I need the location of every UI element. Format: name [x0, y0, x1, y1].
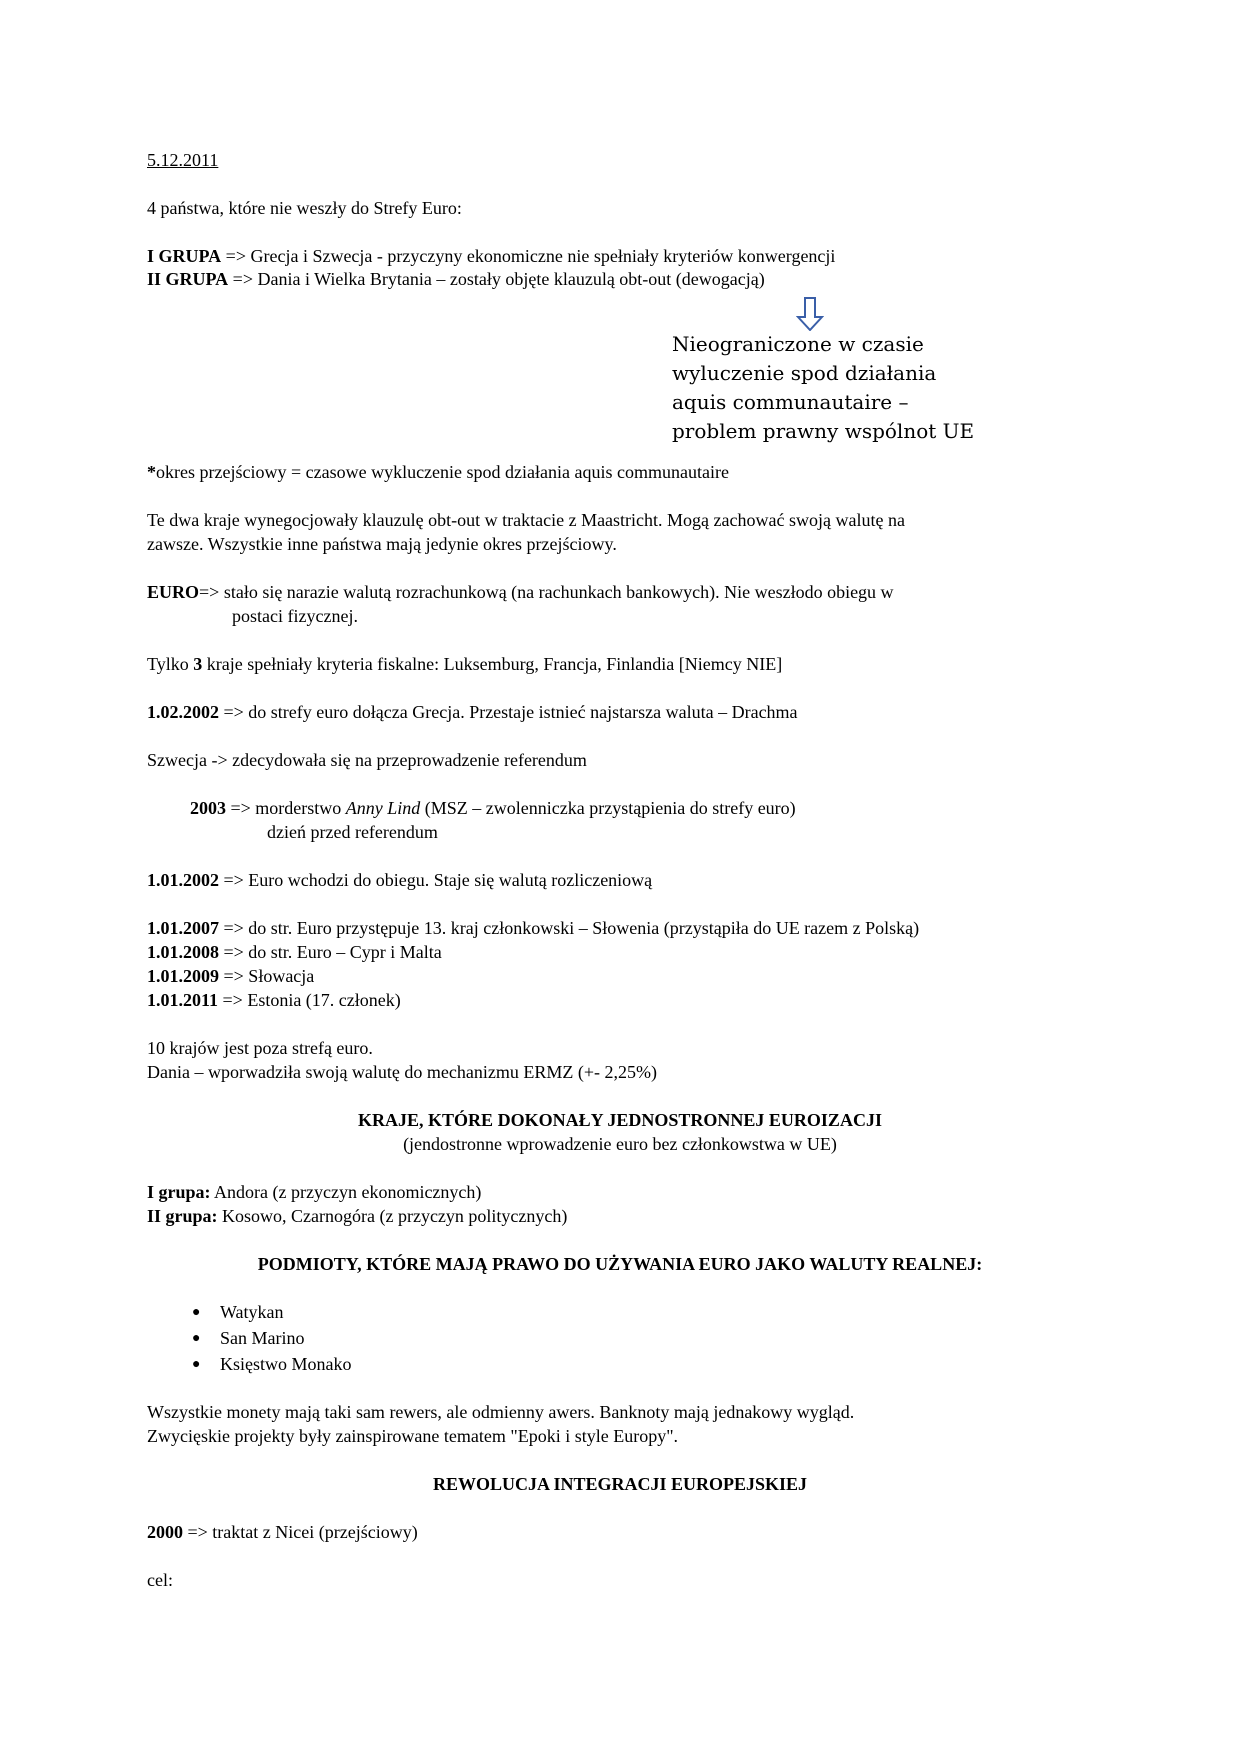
down-arrow-icon [796, 297, 824, 331]
nice-line [147, 1521, 418, 1543]
bullet-icon: ● [192, 1357, 201, 1372]
nice-text: => traktat z Nicei (przejściowy) [183, 1522, 418, 1542]
greece-date: 1.02.2002 [147, 702, 219, 722]
timeline-text: => Estonia (17. członek) [218, 990, 401, 1010]
transition-line [147, 461, 729, 483]
euroization-text: Andora (z przyczyn ekonomicznych) [210, 1182, 482, 1202]
bullet-icon: ● [192, 1305, 201, 1320]
timeline-text: => do str. Euro – Cypr i Malta [219, 942, 442, 962]
intro-line: 4 państwa, które nie weszły do Strefy Euro: [147, 198, 462, 218]
euro-label: EURO [147, 582, 200, 602]
circulation-line [147, 869, 652, 891]
bullet-icon: ● [192, 1331, 201, 1346]
maastricht-line: zawsze. Wszystkie inne państwa mają jedynie okres przejściowy. [147, 534, 617, 554]
sweden-line: Szwecja -> zdecydowała się na przeprowadzenie referendum [147, 750, 587, 770]
euroization-label: I grupa: [147, 1182, 211, 1202]
entity-list-item: Watykan [220, 1302, 284, 1322]
timeline-text: => do str. Euro przystępuje 13. kraj członkowski – Słowenia (przystąpiła do UE razem z Polską) [219, 918, 920, 938]
timeline-date: 1.01.2007 [147, 918, 219, 938]
date: 5.12.2011 [147, 150, 219, 170]
circulation-date: 1.01.2002 [147, 870, 219, 890]
entity-list-item: Księstwo Monako [220, 1354, 352, 1374]
timeline-date: 1.01.2011 [147, 990, 219, 1010]
euroization-label: II grupa: [147, 1206, 218, 1226]
transition-text: okres przejściowy = czasowe wykluczenie spod działania aquis communautaire [156, 462, 729, 482]
group2-arrow: => [228, 269, 258, 289]
murder-line-continued: dzień przed referendum [267, 822, 438, 842]
group1-arrow: => [221, 246, 251, 266]
transition-asterisk: * [147, 462, 156, 482]
euroization-line [147, 1205, 567, 1227]
nice-year: 2000 [147, 1522, 183, 1542]
goal-line: cel: [147, 1570, 173, 1590]
outside-line: Dania – wporwadziła swoją walutę do mechanizmu ERMZ (+- 2,25%) [147, 1062, 658, 1082]
group2-text: Dania i Wielka Brytania – zostały objęte klauzulą obt-out (dewogacją) [257, 269, 765, 289]
timeline-line [147, 917, 919, 939]
fiscal-text: kraje spełniały kryteria fiskalne: Luksemburg, Francja, Finlandia [Niemcy NIE] [202, 654, 783, 674]
murder-name: Anny Lind [345, 798, 421, 818]
euro-line [147, 581, 894, 603]
euroization-line [147, 1181, 481, 1203]
greece-line [147, 701, 798, 723]
euroization-text: Kosowo, Czarnogóra (z przyczyn politycznych) [217, 1206, 568, 1226]
note-box [672, 330, 992, 446]
group1-text: Grecja i Szwecja - przyczyny ekonomiczne nie spełniały kryteriów konwergencji [250, 246, 836, 266]
group2-label: II GRUPA [147, 269, 229, 289]
greece-text: => do strefy euro dołącza Grecja. Przestaje istnieć najstarsza waluta – Drachma [219, 702, 798, 722]
euro-line-continued: postaci fizycznej. [232, 606, 358, 626]
maastricht-line: Te dwa kraje wynegocjowały klauzulę obt-out w traktacie z Maastricht. Mogą zachować swoją walutę na [147, 510, 905, 530]
timeline-date: 1.01.2009 [147, 966, 219, 986]
note-box-line: problem prawny wspólnot UE [672, 419, 975, 443]
section-heading-euroization: KRAJE, KTÓRE DOKONAŁY JEDNOSTRONNEJ EUROIZACJI [358, 1110, 882, 1130]
section-heading-entities: PODMIOTY, KTÓRE MAJĄ PRAWO DO UŻYWANIA EURO JAKO WALUTY REALNEJ: [257, 1254, 983, 1274]
group1-label: I GRUPA [147, 246, 222, 266]
coins-line: Wszystkie monety mają taki sam rewers, ale odmienny awers. Banknoty mają jednakowy wygląd. [147, 1402, 855, 1422]
entity-list-item: San Marino [220, 1328, 305, 1348]
note-box-line: aquis communautaire – [672, 390, 909, 414]
fiscal-line [147, 653, 782, 675]
fiscal-pre: Tylko [147, 654, 194, 674]
outside-line: 10 krajów jest poza strefą euro. [147, 1038, 373, 1058]
group1-line [147, 245, 835, 267]
murder-line [190, 797, 796, 819]
section-subtitle-euroization: (jendostronne wprowadzenie euro bez członkowstwa w UE) [403, 1134, 837, 1154]
murder-post: (MSZ – zwolenniczka przystąpienia do strefy euro) [420, 798, 796, 818]
murder-year: 2003 [190, 798, 226, 818]
fiscal-number: 3 [193, 654, 203, 674]
coins-line: Zwycięskie projekty były zainspirowane tematem "Epoki i style Europy". [147, 1426, 679, 1446]
group2-line [147, 268, 765, 290]
circulation-text: => Euro wchodzi do obiegu. Staje się walutą rozliczeniową [219, 870, 653, 890]
timeline-line [147, 989, 401, 1011]
note-box-line: Nieograniczone w czasie [672, 332, 924, 356]
timeline-line [147, 965, 314, 987]
section-heading-revolution: REWOLUCJA INTEGRACJI EUROPEJSKIEJ [432, 1474, 808, 1494]
murder-pre: => morderstwo [226, 798, 346, 818]
timeline-line [147, 941, 442, 963]
note-box-line: wyluczenie spod działania [672, 361, 937, 385]
timeline-text: => Słowacja [219, 966, 315, 986]
euro-text: => stało się narazie walutą rozrachunkową (na rachunkach bankowych). Nie weszłodo obiegu w [199, 582, 894, 602]
timeline-date: 1.01.2008 [147, 942, 219, 962]
